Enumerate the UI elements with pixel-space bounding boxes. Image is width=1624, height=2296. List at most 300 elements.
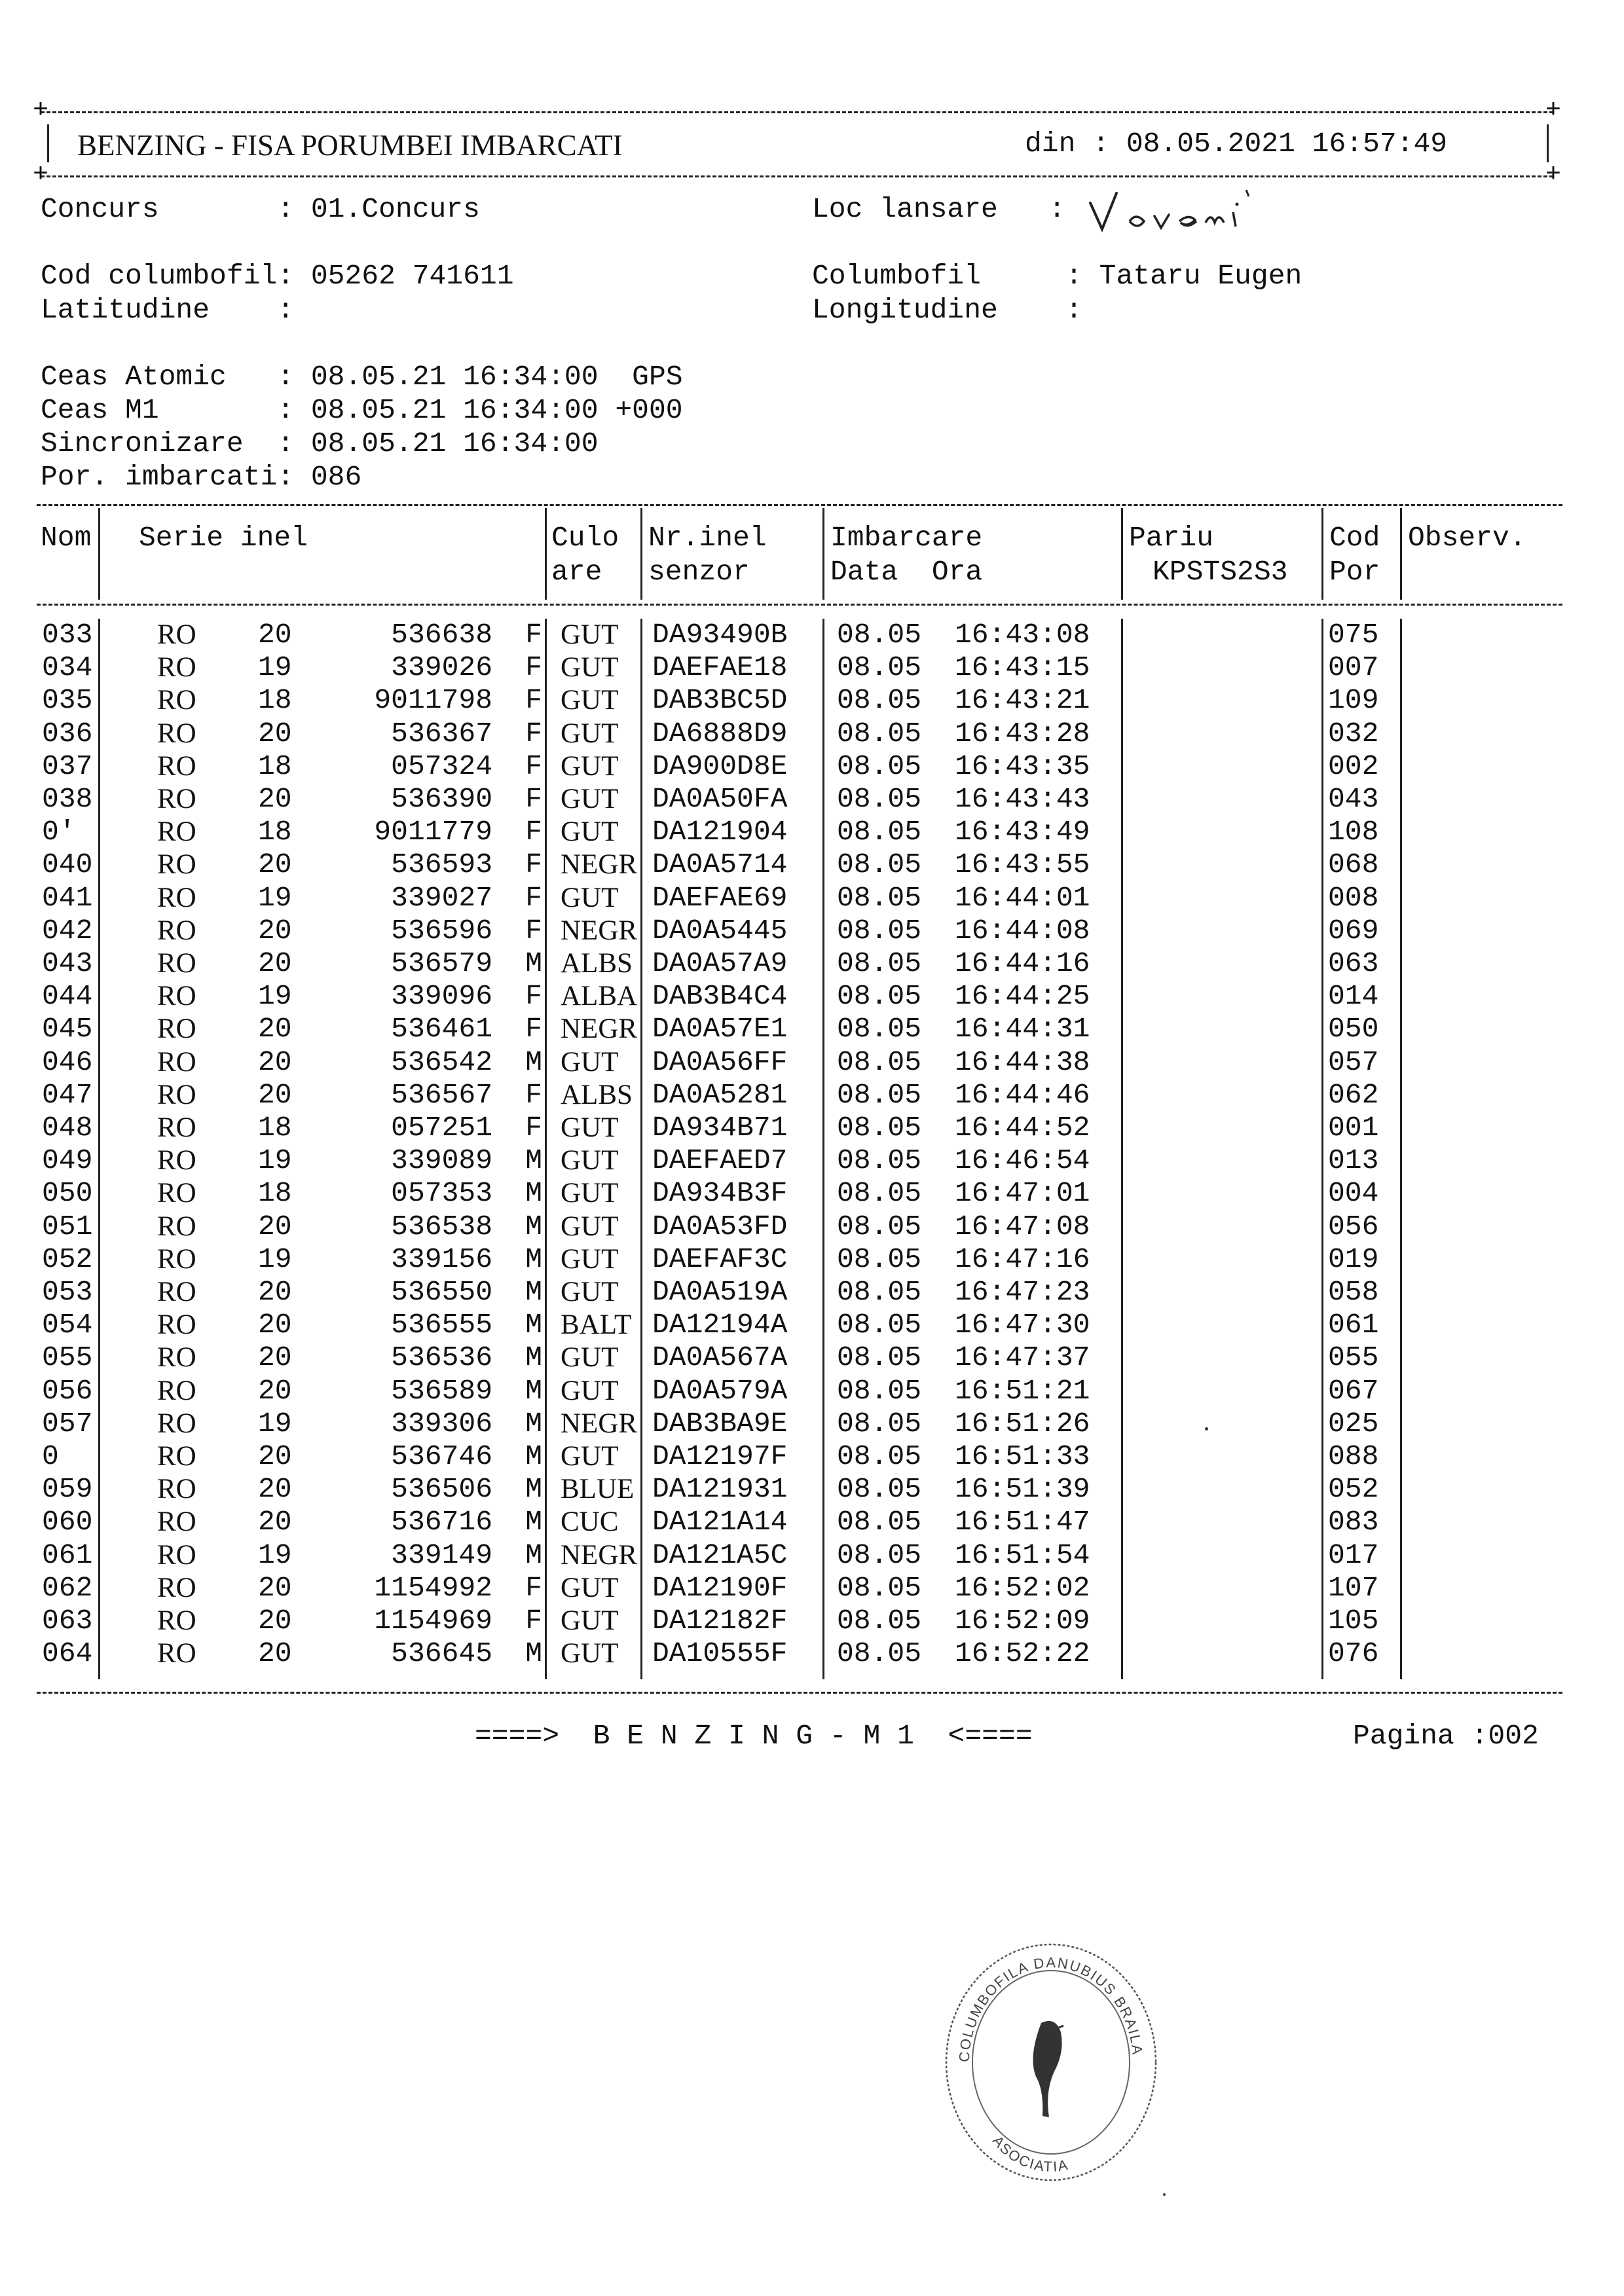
cell-culoare: NEGR bbox=[561, 849, 638, 881]
cell-culoare: GUT bbox=[561, 619, 619, 650]
cell-nom: 064 bbox=[42, 1637, 93, 1670]
cell-sex: M bbox=[525, 947, 542, 979]
col-header-cod: Cod bbox=[1329, 522, 1380, 554]
cell-serie: 9011779 bbox=[374, 816, 492, 848]
cell-cod-por: 007 bbox=[1328, 651, 1379, 684]
cell-data: 08.05 bbox=[837, 1407, 922, 1440]
cell-year: 20 bbox=[258, 1210, 292, 1243]
cell-country: RO bbox=[157, 1243, 196, 1275]
cell-year: 19 bbox=[258, 1144, 292, 1177]
cell-cod-por: 058 bbox=[1328, 1276, 1379, 1308]
cell-nom: 035 bbox=[42, 684, 93, 717]
cell-cod-por: 076 bbox=[1328, 1637, 1379, 1670]
cell-sex: M bbox=[525, 1407, 542, 1440]
table-row bbox=[37, 1112, 1562, 1144]
cell-senzor: DA934B3F bbox=[652, 1177, 788, 1210]
cell-data: 08.05 bbox=[837, 619, 922, 651]
cell-cod-por: 055 bbox=[1328, 1341, 1379, 1374]
cell-data: 08.05 bbox=[837, 816, 922, 848]
cell-senzor: DA12197F bbox=[652, 1440, 788, 1472]
title-box-top-rule bbox=[41, 111, 1553, 113]
cell-cod-por: 108 bbox=[1328, 816, 1379, 848]
cell-year: 18 bbox=[258, 684, 292, 717]
cell-country: RO bbox=[157, 1211, 196, 1242]
cell-culoare: GUT bbox=[561, 1342, 619, 1374]
cell-data: 08.05 bbox=[837, 1605, 922, 1637]
cell-serie: 536390 bbox=[391, 783, 492, 815]
cell-serie: 339027 bbox=[391, 881, 492, 914]
cell-sex: M bbox=[525, 1243, 542, 1275]
cell-nom: 047 bbox=[42, 1078, 93, 1111]
cell-ora: 16:52:02 bbox=[955, 1571, 1090, 1604]
col-header-kpst: KPSTS2S3 bbox=[1153, 556, 1288, 588]
cell-country: RO bbox=[157, 915, 196, 946]
cell-data: 08.05 bbox=[837, 1210, 922, 1243]
cell-country: RO bbox=[157, 1506, 196, 1538]
col-sep bbox=[1121, 508, 1123, 600]
table-row bbox=[37, 750, 1562, 783]
cell-country: RO bbox=[157, 981, 196, 1012]
cell-sex: F bbox=[525, 914, 542, 947]
cell-country: RO bbox=[157, 784, 196, 814]
cell-sex: M bbox=[525, 1473, 542, 1506]
cell-data: 08.05 bbox=[837, 750, 922, 782]
cell-data: 08.05 bbox=[837, 1440, 922, 1472]
table-row bbox=[37, 1211, 1562, 1243]
cell-cod-por: 017 bbox=[1328, 1539, 1379, 1571]
cell-ora: 16:44:16 bbox=[955, 947, 1090, 979]
cell-country: RO bbox=[157, 619, 196, 650]
table-row bbox=[37, 718, 1562, 750]
cell-country: RO bbox=[157, 750, 196, 782]
cell-year: 19 bbox=[258, 651, 292, 684]
cell-data: 08.05 bbox=[837, 783, 922, 815]
ceas-atomic-line: Ceas Atomic : 08.05.21 16:34:00 GPS bbox=[41, 361, 683, 393]
cell-country: RO bbox=[157, 882, 196, 913]
cell-country: RO bbox=[157, 1277, 196, 1307]
cell-sex: M bbox=[525, 1309, 542, 1341]
cell-culoare: GUT bbox=[561, 882, 619, 913]
corner-plus: + bbox=[32, 160, 49, 190]
loc-lansare-label: Loc lansare : bbox=[812, 193, 1066, 225]
cell-serie: 536506 bbox=[391, 1473, 492, 1506]
table-top-rule bbox=[37, 504, 1562, 506]
cell-data: 08.05 bbox=[837, 1046, 922, 1078]
cell-culoare: GUT bbox=[561, 1375, 619, 1406]
cell-serie: 536538 bbox=[391, 1210, 492, 1243]
cell-cod-por: 001 bbox=[1328, 1112, 1379, 1144]
cell-data: 08.05 bbox=[837, 1144, 922, 1177]
cell-nom: 048 bbox=[42, 1112, 93, 1144]
cell-cod-por: 008 bbox=[1328, 881, 1379, 914]
cell-ora: 16:44:52 bbox=[955, 1112, 1090, 1144]
cell-nom: 062 bbox=[42, 1571, 93, 1604]
cell-nom: 042 bbox=[42, 914, 93, 947]
cell-senzor: DA0A5281 bbox=[652, 1078, 788, 1111]
cell-culoare: BLUE bbox=[561, 1474, 635, 1505]
col-header-serie: Serie inel bbox=[139, 522, 308, 554]
cell-serie: 536461 bbox=[391, 1013, 492, 1046]
cell-ora: 16:43:49 bbox=[955, 816, 1090, 848]
cell-ora: 16:44:01 bbox=[955, 881, 1090, 914]
cell-year: 20 bbox=[258, 1046, 292, 1078]
cell-nom: 046 bbox=[42, 1046, 93, 1078]
cell-country: RO bbox=[157, 1079, 196, 1110]
table-row bbox=[37, 1473, 1562, 1506]
cell-data: 08.05 bbox=[837, 1276, 922, 1308]
cell-senzor: DA121904 bbox=[652, 816, 788, 848]
cell-ora: 16:51:39 bbox=[955, 1473, 1090, 1506]
cell-nom: 049 bbox=[42, 1144, 93, 1177]
table-header-bottom-rule bbox=[37, 604, 1562, 606]
cell-cod-por: 057 bbox=[1328, 1046, 1379, 1078]
cell-senzor: DA121931 bbox=[652, 1473, 788, 1506]
cell-sex: F bbox=[525, 1605, 542, 1637]
cell-serie: 536746 bbox=[391, 1440, 492, 1472]
cell-culoare: GUT bbox=[561, 652, 619, 683]
cell-cod-por: 025 bbox=[1328, 1407, 1379, 1440]
title-box-bottom-rule bbox=[41, 175, 1553, 177]
table-row bbox=[37, 619, 1562, 651]
cell-year: 20 bbox=[258, 619, 292, 651]
cell-nom: 040 bbox=[42, 848, 93, 881]
concurs-line: Concurs : 01.Concurs bbox=[41, 193, 480, 225]
col-header-nrinel: Nr.inel bbox=[648, 522, 767, 554]
cell-data: 08.05 bbox=[837, 980, 922, 1013]
col-header-data-ora: Data Ora bbox=[830, 556, 983, 588]
col-sep bbox=[1321, 508, 1323, 600]
cell-serie: 536542 bbox=[391, 1046, 492, 1078]
table-row bbox=[37, 816, 1562, 848]
cell-nom: 053 bbox=[42, 1276, 93, 1308]
cell-cod-por: 019 bbox=[1328, 1243, 1379, 1275]
cell-sex: M bbox=[525, 1506, 542, 1539]
cell-country: RO bbox=[157, 1605, 196, 1636]
cell-sex: M bbox=[525, 1440, 542, 1472]
handwritten-loc-lansare bbox=[1084, 183, 1280, 242]
cell-senzor: DAB3B4C4 bbox=[652, 980, 788, 1013]
cell-cod-por: 075 bbox=[1328, 619, 1379, 651]
sincronizare-line: Sincronizare : 08.05.21 16:34:00 bbox=[41, 428, 599, 460]
cell-country: RO bbox=[157, 652, 196, 683]
cell-year: 18 bbox=[258, 1112, 292, 1144]
cell-senzor: DA0A519A bbox=[652, 1276, 788, 1308]
cell-data: 08.05 bbox=[837, 1637, 922, 1670]
cell-sex: M bbox=[525, 1144, 542, 1177]
cell-ora: 16:52:22 bbox=[955, 1637, 1090, 1670]
cell-serie: 339149 bbox=[391, 1539, 492, 1571]
latitudine-line: Latitudine : bbox=[41, 294, 295, 326]
cell-cod-por: 014 bbox=[1328, 980, 1379, 1013]
cell-nom: 036 bbox=[42, 717, 93, 750]
table-row bbox=[37, 1079, 1562, 1112]
cell-ora: 16:47:23 bbox=[955, 1276, 1090, 1308]
cell-sex: M bbox=[525, 1276, 542, 1308]
cell-data: 08.05 bbox=[837, 1078, 922, 1111]
stamp-bottom-text: ASOCIATIA bbox=[989, 2132, 1071, 2175]
cell-ora: 16:43:08 bbox=[955, 619, 1090, 651]
cell-senzor: DAEFAED7 bbox=[652, 1144, 788, 1177]
cell-serie: 536550 bbox=[391, 1276, 492, 1308]
cell-culoare: ALBS bbox=[561, 1079, 633, 1110]
col-header-culo2: are bbox=[551, 556, 602, 588]
cell-culoare: GUT bbox=[561, 1112, 619, 1143]
cell-senzor: DA0A57A9 bbox=[652, 947, 788, 979]
cell-year: 20 bbox=[258, 1013, 292, 1046]
cell-country: RO bbox=[157, 1375, 196, 1406]
col-sep bbox=[1400, 508, 1402, 600]
col-header-senzor: senzor bbox=[648, 556, 750, 588]
cell-data: 08.05 bbox=[837, 947, 922, 979]
table-row bbox=[37, 980, 1562, 1013]
cell-serie: 536596 bbox=[391, 914, 492, 947]
cell-serie: 339306 bbox=[391, 1407, 492, 1440]
cell-sex: M bbox=[525, 1341, 542, 1374]
cell-senzor: DA0A5714 bbox=[652, 848, 788, 881]
cell-year: 20 bbox=[258, 783, 292, 815]
cell-nom: 060 bbox=[42, 1506, 93, 1539]
cell-cod-por: 043 bbox=[1328, 783, 1379, 815]
cell-nom: 051 bbox=[42, 1210, 93, 1243]
ceas-m1-line: Ceas M1 : 08.05.21 16:34:00 +000 bbox=[41, 394, 683, 426]
cell-ora: 16:51:33 bbox=[955, 1440, 1090, 1472]
col-sep bbox=[98, 508, 100, 600]
cell-senzor: DA934B71 bbox=[652, 1112, 788, 1144]
cell-data: 08.05 bbox=[837, 684, 922, 717]
cell-culoare: CUC bbox=[561, 1506, 619, 1538]
cell-senzor: DA6888D9 bbox=[652, 717, 788, 750]
cell-serie: 536638 bbox=[391, 619, 492, 651]
cell-nom: 055 bbox=[42, 1341, 93, 1374]
table-row bbox=[37, 882, 1562, 915]
table-row bbox=[37, 848, 1562, 881]
cell-ora: 16:43:15 bbox=[955, 651, 1090, 684]
cell-data: 08.05 bbox=[837, 1539, 922, 1571]
cell-country: RO bbox=[157, 718, 196, 749]
cell-cod-por: 063 bbox=[1328, 947, 1379, 979]
cell-nom: 044 bbox=[42, 980, 93, 1013]
cell-data: 08.05 bbox=[837, 914, 922, 947]
cell-culoare: GUT bbox=[561, 784, 619, 814]
cell-ora: 16:51:47 bbox=[955, 1506, 1090, 1539]
cell-sex: F bbox=[525, 717, 542, 750]
cell-sex: F bbox=[525, 651, 542, 684]
cell-cod-por: 032 bbox=[1328, 717, 1379, 750]
cell-year: 18 bbox=[258, 816, 292, 848]
title-box-left-rule bbox=[47, 124, 49, 162]
cell-senzor: DA0A53FD bbox=[652, 1210, 788, 1243]
cell-country: RO bbox=[157, 1539, 196, 1571]
cell-nom: 0 bbox=[42, 1440, 59, 1472]
cell-sex: F bbox=[525, 783, 542, 815]
cell-senzor: DAEFAF3C bbox=[652, 1243, 788, 1275]
table-row bbox=[37, 1046, 1562, 1079]
cell-ora: 16:44:25 bbox=[955, 980, 1090, 1013]
cell-serie: 536367 bbox=[391, 717, 492, 750]
table-row bbox=[37, 1539, 1562, 1572]
corner-plus: + bbox=[1545, 160, 1562, 190]
cell-serie: 536593 bbox=[391, 848, 492, 881]
cell-senzor: DAB3BC5D bbox=[652, 684, 788, 717]
cell-year: 20 bbox=[258, 1506, 292, 1539]
cell-culoare: GUT bbox=[561, 1441, 619, 1472]
table-row bbox=[37, 1177, 1562, 1210]
table-row bbox=[37, 1276, 1562, 1309]
col-sep bbox=[545, 508, 547, 600]
club-stamp-seal bbox=[930, 1925, 1172, 2200]
cell-cod-por: 004 bbox=[1328, 1177, 1379, 1210]
cell-nom: 034 bbox=[42, 651, 93, 684]
cell-ora: 16:44:08 bbox=[955, 914, 1090, 947]
cell-serie: 339089 bbox=[391, 1144, 492, 1177]
cell-sex: M bbox=[525, 1177, 542, 1210]
cell-sex: F bbox=[525, 848, 542, 881]
cell-data: 08.05 bbox=[837, 1473, 922, 1506]
cell-ora: 16:43:28 bbox=[955, 717, 1090, 750]
cell-serie: 536645 bbox=[391, 1637, 492, 1670]
cell-sex: M bbox=[525, 1374, 542, 1407]
cell-senzor: DA93490B bbox=[652, 619, 788, 651]
table-row bbox=[37, 1440, 1562, 1473]
cell-sex: M bbox=[525, 1539, 542, 1571]
col-header-observ: Observ. bbox=[1408, 522, 1526, 554]
cell-senzor: DAEFAE18 bbox=[652, 651, 788, 684]
cell-nom: 059 bbox=[42, 1473, 93, 1506]
cell-senzor: DA0A50FA bbox=[652, 783, 788, 815]
cell-cod-por: 002 bbox=[1328, 750, 1379, 782]
table-row bbox=[37, 1375, 1562, 1408]
cell-year: 20 bbox=[258, 947, 292, 979]
cell-year: 19 bbox=[258, 1243, 292, 1275]
cell-culoare: NEGR bbox=[561, 1408, 638, 1439]
cell-cod-por: 088 bbox=[1328, 1440, 1379, 1472]
table-row bbox=[37, 1144, 1562, 1177]
table-row bbox=[37, 1506, 1562, 1539]
cell-cod-por: 109 bbox=[1328, 684, 1379, 717]
cell-senzor: DA12182F bbox=[652, 1605, 788, 1637]
cell-sex: F bbox=[525, 816, 542, 848]
por-imbarcati-line: Por. imbarcati: 086 bbox=[41, 461, 362, 493]
cell-culoare: GUT bbox=[561, 1178, 619, 1209]
cell-ora: 16:43:43 bbox=[955, 783, 1090, 815]
cell-culoare: GUT bbox=[561, 1572, 619, 1603]
cell-serie: 057251 bbox=[391, 1112, 492, 1144]
cell-country: RO bbox=[157, 849, 196, 881]
table-row bbox=[37, 1637, 1562, 1670]
cell-country: RO bbox=[157, 1572, 196, 1603]
cell-year: 19 bbox=[258, 881, 292, 914]
cell-sex: F bbox=[525, 750, 542, 782]
cell-year: 20 bbox=[258, 1637, 292, 1670]
cell-serie: 057324 bbox=[391, 750, 492, 782]
cell-culoare: GUT bbox=[561, 685, 619, 716]
cell-year: 18 bbox=[258, 750, 292, 782]
cell-data: 08.05 bbox=[837, 1177, 922, 1210]
cell-year: 20 bbox=[258, 1605, 292, 1637]
cell-sex: F bbox=[525, 1013, 542, 1046]
cell-data: 08.05 bbox=[837, 1013, 922, 1046]
cell-data: 08.05 bbox=[837, 1341, 922, 1374]
cell-senzor: DA12194A bbox=[652, 1309, 788, 1341]
table-bottom-rule bbox=[37, 1692, 1562, 1694]
cell-nom: 041 bbox=[42, 881, 93, 914]
cell-culoare: NEGR bbox=[561, 1013, 638, 1045]
cell-culoare: NEGR bbox=[561, 1539, 638, 1571]
cell-year: 19 bbox=[258, 980, 292, 1013]
cell-serie: 339026 bbox=[391, 651, 492, 684]
cell-country: RO bbox=[157, 816, 196, 848]
cell-country: RO bbox=[157, 685, 196, 716]
cell-senzor: DAB3BA9E bbox=[652, 1407, 788, 1440]
col-header-culo: Culo bbox=[551, 522, 619, 554]
cell-year: 20 bbox=[258, 1078, 292, 1111]
cell-cod-por: 068 bbox=[1328, 848, 1379, 881]
cell-senzor: DA121A14 bbox=[652, 1506, 788, 1539]
stamp-top-text: COLUMBOFILA DANUBIUS BRAILA bbox=[955, 1954, 1146, 2063]
cell-nom: 033 bbox=[42, 619, 93, 651]
cell-country: RO bbox=[157, 1342, 196, 1374]
col-header-imbarcare: Imbarcare bbox=[830, 522, 983, 554]
cell-ora: 16:46:54 bbox=[955, 1144, 1090, 1177]
cell-culoare: GUT bbox=[561, 1243, 619, 1275]
cell-senzor: DAEFAE69 bbox=[652, 881, 788, 914]
cell-year: 20 bbox=[258, 1374, 292, 1407]
cell-sex: F bbox=[525, 1571, 542, 1604]
cell-data: 08.05 bbox=[837, 881, 922, 914]
cell-ora: 16:47:37 bbox=[955, 1341, 1090, 1374]
col-sep bbox=[822, 508, 824, 600]
cell-serie: 536589 bbox=[391, 1374, 492, 1407]
cell-sex: F bbox=[525, 1112, 542, 1144]
cell-ora: 16:47:16 bbox=[955, 1243, 1090, 1275]
cell-senzor: DA10555F bbox=[652, 1637, 788, 1670]
cell-data: 08.05 bbox=[837, 1374, 922, 1407]
cell-serie: 1154992 bbox=[374, 1571, 492, 1604]
cell-country: RO bbox=[157, 1474, 196, 1505]
cell-senzor: DA900D8E bbox=[652, 750, 788, 782]
cell-ora: 16:43:21 bbox=[955, 684, 1090, 717]
table-row bbox=[37, 1013, 1562, 1046]
table-row bbox=[37, 783, 1562, 816]
table-row bbox=[37, 1309, 1562, 1341]
cell-data: 08.05 bbox=[837, 1506, 922, 1539]
table-row bbox=[37, 1605, 1562, 1637]
cell-ora: 16:44:46 bbox=[955, 1078, 1090, 1111]
cell-culoare: GUT bbox=[561, 1046, 619, 1078]
print-timestamp: din : 08.05.2021 16:57:49 bbox=[1025, 128, 1448, 160]
cell-serie: 536716 bbox=[391, 1506, 492, 1539]
cell-data: 08.05 bbox=[837, 717, 922, 750]
col-header-nom: Nom bbox=[41, 522, 92, 554]
cell-year: 20 bbox=[258, 848, 292, 881]
cell-culoare: GUT bbox=[561, 1605, 619, 1636]
cell-cod-por: 062 bbox=[1328, 1078, 1379, 1111]
cell-senzor: DA0A5445 bbox=[652, 914, 788, 947]
cell-year: 20 bbox=[258, 1276, 292, 1308]
cell-data: 08.05 bbox=[837, 848, 922, 881]
corner-plus: + bbox=[1545, 96, 1562, 126]
cell-year: 20 bbox=[258, 914, 292, 947]
footer-brand: ====> B E N Z I N G - M 1 <==== bbox=[475, 1720, 1033, 1752]
cell-nom: 0' bbox=[42, 816, 76, 848]
cell-sex: F bbox=[525, 1078, 542, 1111]
cell-year: 18 bbox=[258, 1177, 292, 1210]
cell-culoare: GUT bbox=[561, 1277, 619, 1307]
cell-country: RO bbox=[157, 948, 196, 979]
cell-cod-por: 061 bbox=[1328, 1309, 1379, 1341]
table-row bbox=[37, 651, 1562, 684]
cell-culoare: GUT bbox=[561, 1211, 619, 1242]
